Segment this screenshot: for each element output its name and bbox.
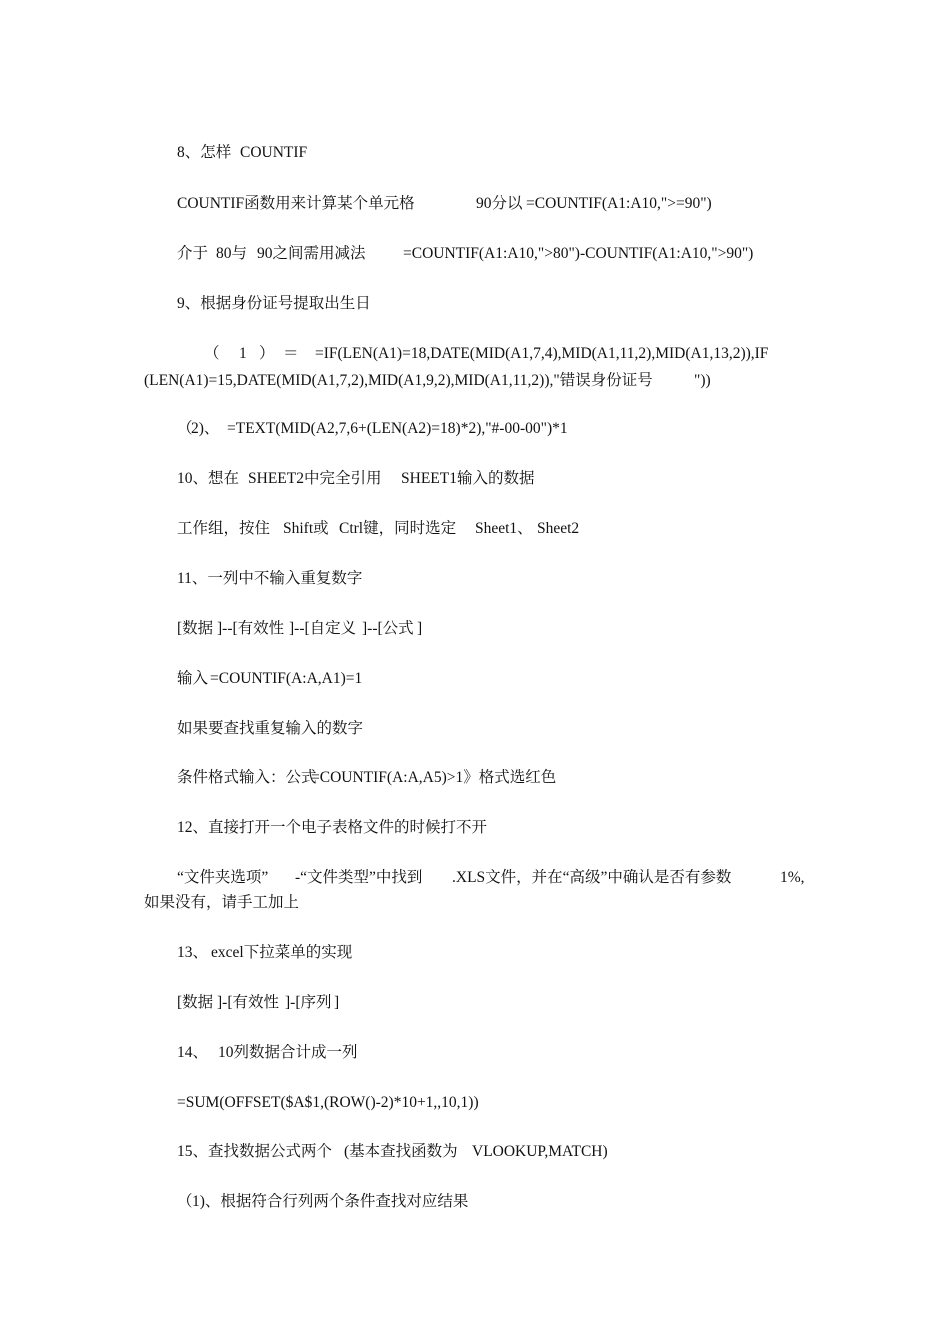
- text-segment: =COUNTIF(A:A,A1)=1: [210, 670, 363, 687]
- text-segment: SHEET2中完全引用: [248, 470, 382, 487]
- text-segment: (LEN(A1)=15,DATE(MID(A1,7,2),MID(A1,9,2),MID(A1,11,2)),"错误身份证号: [144, 372, 653, 389]
- text-segment: ]--[自定义: [289, 620, 357, 637]
- text-segment: [数据: [177, 994, 214, 1011]
- text-segment: VLOOKUP,MATCH): [472, 1143, 608, 1160]
- text-segment: 11、一列中不输入重复数字: [177, 570, 363, 587]
- text-segment: （: [204, 345, 220, 362]
- text-segment: ]-[序列: [285, 994, 332, 1011]
- text-segment: =COUNTIF(A:A,A5)>1》格式选红色: [311, 769, 557, 786]
- text-segment: 如果没有，请手工加上: [144, 894, 300, 911]
- text-segment: 介于: [177, 245, 209, 262]
- text-segment: COUNTIF: [240, 144, 308, 161]
- text-segment: excel下拉菜单的实现: [211, 944, 353, 961]
- text-segment: =SUM(OFFSET($A$1,(ROW()-2)*10+1,,10,1)): [177, 1094, 479, 1111]
- text-segment: 13、: [177, 944, 209, 961]
- text-segment: 90分以: [476, 195, 523, 212]
- text-segment: 14、: [177, 1044, 209, 1061]
- text-segment: ")): [694, 372, 711, 389]
- text-segment: 9、根据身份证号提取出生日: [177, 295, 371, 312]
- text-segment: Shift或: [283, 520, 329, 537]
- text-segment: =COUNTIF(A1:A10,">=90"): [526, 195, 712, 212]
- text-segment: 15、查找数据公式两个: [177, 1143, 333, 1160]
- text-segment: ＝: [283, 345, 299, 362]
- text-segment: ]: [334, 994, 340, 1011]
- text-segment: Sheet1、: [475, 520, 533, 537]
- text-segment: 10列数据合计成一列: [218, 1044, 358, 1061]
- text-segment: 如果要查找重复输入的数字: [177, 720, 364, 737]
- text-segment: ]--[有效性: [217, 620, 285, 637]
- text-segment: =IF(LEN(A1)=18,DATE(MID(A1,7,4),MID(A1,11,2),MID(A1,13,2)),IF: [315, 345, 769, 362]
- text-segment: 条件格式输入：公式: [177, 769, 317, 786]
- text-segment: (基本查找函数为: [344, 1143, 458, 1160]
- text-segment: 输入: [177, 670, 209, 687]
- text-segment: ]: [417, 620, 423, 637]
- text-segment: 12、直接打开一个电子表格文件的时候打不开: [177, 819, 488, 836]
- text-segment: 1: [239, 345, 247, 362]
- text-segment: -“文件类型”中找到: [295, 869, 423, 886]
- text-segment: 1)、根据符合行列两个条件查找对应结果: [192, 1193, 469, 1210]
- text-segment: Ctrl键，同时选定: [339, 520, 457, 537]
- text-segment: SHEET1输入的数据: [401, 470, 535, 487]
- text-segment: =TEXT(MID(A2,7,6+(LEN(A2)=18)*2),"#-00-00")*1: [227, 420, 568, 437]
- text-segment: 8、怎样: [177, 144, 232, 161]
- text-segment: ]--[公式: [362, 620, 414, 637]
- text-segment: （: [177, 420, 193, 437]
- text-segment: 10、想在: [177, 470, 240, 487]
- text-segment: ]-[有效性: [217, 994, 279, 1011]
- text-segment: Sheet2: [537, 520, 580, 537]
- text-segment: COUNTIF函数用来计算某个单元格: [177, 195, 415, 212]
- text-segment: .XLS文件，并在“高级”中确认是否有参数: [452, 869, 732, 886]
- text-segment: 2)、: [191, 420, 220, 437]
- text-segment: =COUNTIF(A1:A10,">80")-COUNTIF(A1:A10,">90"): [403, 245, 754, 262]
- text-segment: ）: [259, 345, 275, 362]
- text-segment: 80与: [216, 245, 248, 262]
- text-segment: 90之间需用减法: [257, 245, 366, 262]
- text-segment: （: [177, 1193, 193, 1210]
- text-segment: 1%,: [780, 869, 805, 886]
- text-segment: “文件夹选项”: [177, 869, 269, 886]
- text-segment: 工作组，按住: [177, 520, 271, 537]
- text-segment: [数据: [177, 620, 214, 637]
